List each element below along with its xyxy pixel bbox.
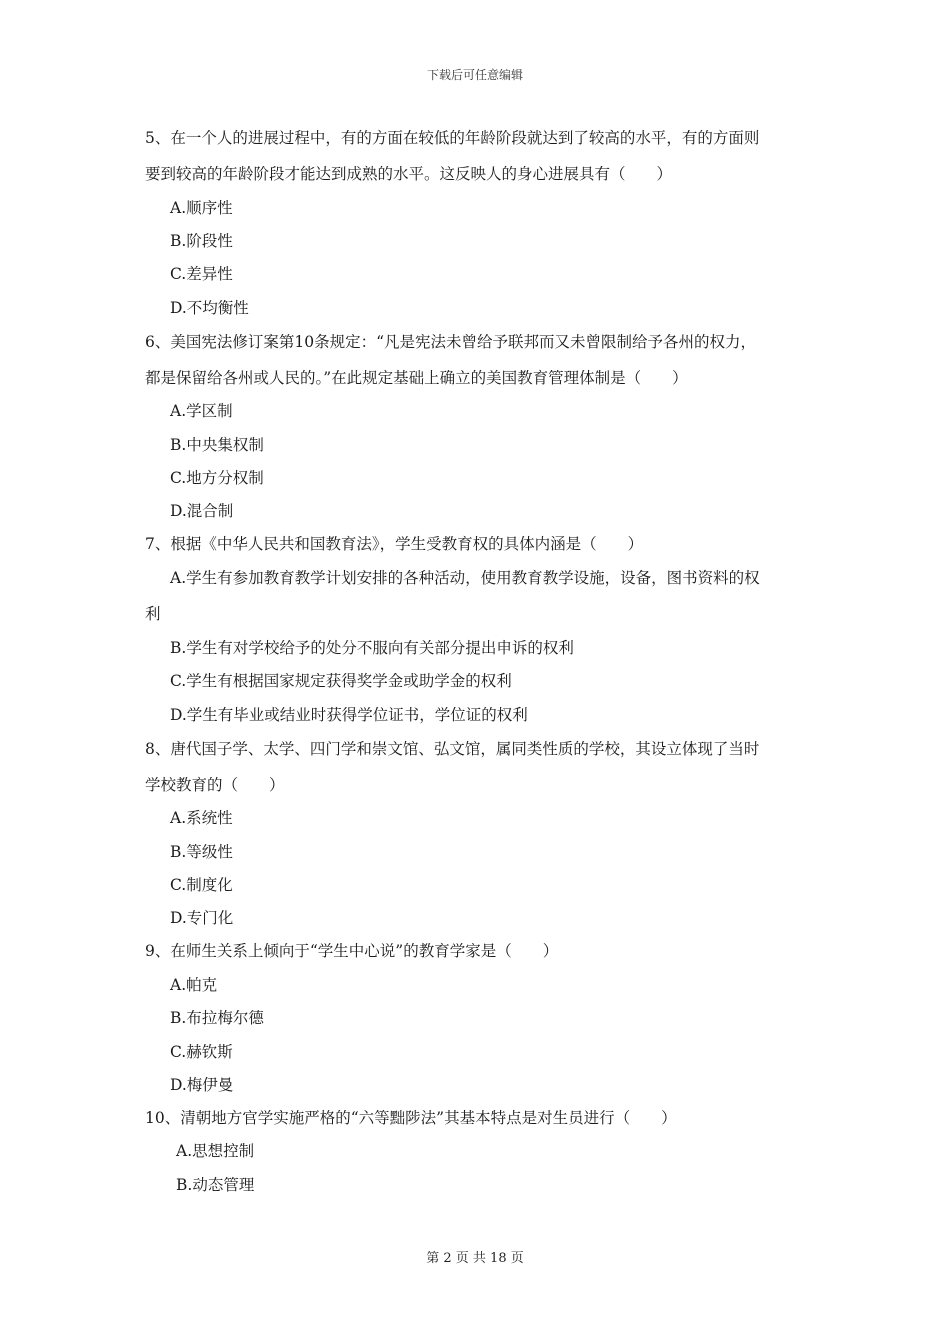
question-7-option-b: B.学生有对学校给予的处分不服向有关部分提出申诉的权利	[170, 639, 574, 657]
question-9-option-d: D.梅伊曼	[170, 1076, 234, 1094]
question-6-option-d: D.混合制	[170, 502, 234, 520]
question-7-option-a-line2: 利	[145, 605, 161, 623]
question-9-option-a: A.帕克	[170, 976, 218, 994]
question-5-option-a: A.顺序性	[170, 199, 233, 217]
question-8-text-line2: 学校教育的（ ）	[145, 776, 285, 794]
question-8-text-line1: 8、唐代国子学、太学、四门学和崇文馆、弘文馆，属同类性质的学校，其设立体现了当时	[145, 740, 760, 758]
question-8-option-c: C.制度化	[170, 876, 233, 894]
page-header: 下载后可任意编辑	[426, 68, 523, 82]
question-10-option-b: B.动态管理	[176, 1176, 255, 1194]
question-10-text-line1: 10、清朝地方官学实施严格的“六等黜陟法”其基本特点是对生员进行（ ）	[145, 1109, 677, 1127]
question-6-option-a: A.学区制	[170, 402, 233, 420]
question-5-option-d: D.不均衡性	[170, 299, 249, 317]
question-6-text-line2: 都是保留给各州或人民的。”在此规定基础上确立的美国教育管理体制是（ ）	[145, 369, 688, 387]
question-9-option-c: C.赫钦斯	[170, 1043, 233, 1061]
question-7-option-a-line1: A.学生有参加教育教学计划安排的各种活动，使用教育教学设施，设备，图书资料的权	[170, 569, 760, 587]
question-6-option-c: C.地方分权制	[170, 469, 264, 487]
page-footer: 第 2 页 共 18 页	[426, 1251, 524, 1266]
question-6-text-line1: 6、美国宪法修订案第10条规定：“凡是宪法未曾给予联邦而又未曾限制给予各州的权力，	[145, 333, 757, 351]
question-9-text-line1: 9、在师生关系上倾向于“学生中心说”的教育学家是（ ）	[145, 942, 559, 960]
question-7-option-c: C.学生有根据国家规定获得奖学金或助学金的权利	[170, 672, 512, 690]
question-8-option-b: B.等级性	[170, 843, 233, 861]
question-8-option-d: D.专门化	[170, 909, 234, 927]
question-10-option-a: A.思想控制	[176, 1142, 255, 1160]
question-5-option-b: B.阶段性	[170, 232, 233, 250]
question-7-text-line1: 7、根据《中华人民共和国教育法》，学生受教育权的具体内涵是（ ）	[145, 535, 644, 553]
question-9-option-b: B.布拉梅尔德	[170, 1009, 264, 1027]
question-5-text-line2: 要到较高的年龄阶段才能达到成熟的水平。这反映人的身心进展具有（ ）	[145, 165, 673, 183]
question-7-option-d: D.学生有毕业或结业时获得学位证书，学位证的权利	[170, 706, 528, 724]
question-5-option-c: C.差异性	[170, 265, 233, 283]
question-8-option-a: A.系统性	[170, 809, 233, 827]
question-6-option-b: B.中央集权制	[170, 436, 264, 454]
question-5-text-line1: 5、在一个人的进展过程中，有的方面在较低的年龄阶段就达到了较高的水平，有的方面则	[145, 129, 760, 147]
